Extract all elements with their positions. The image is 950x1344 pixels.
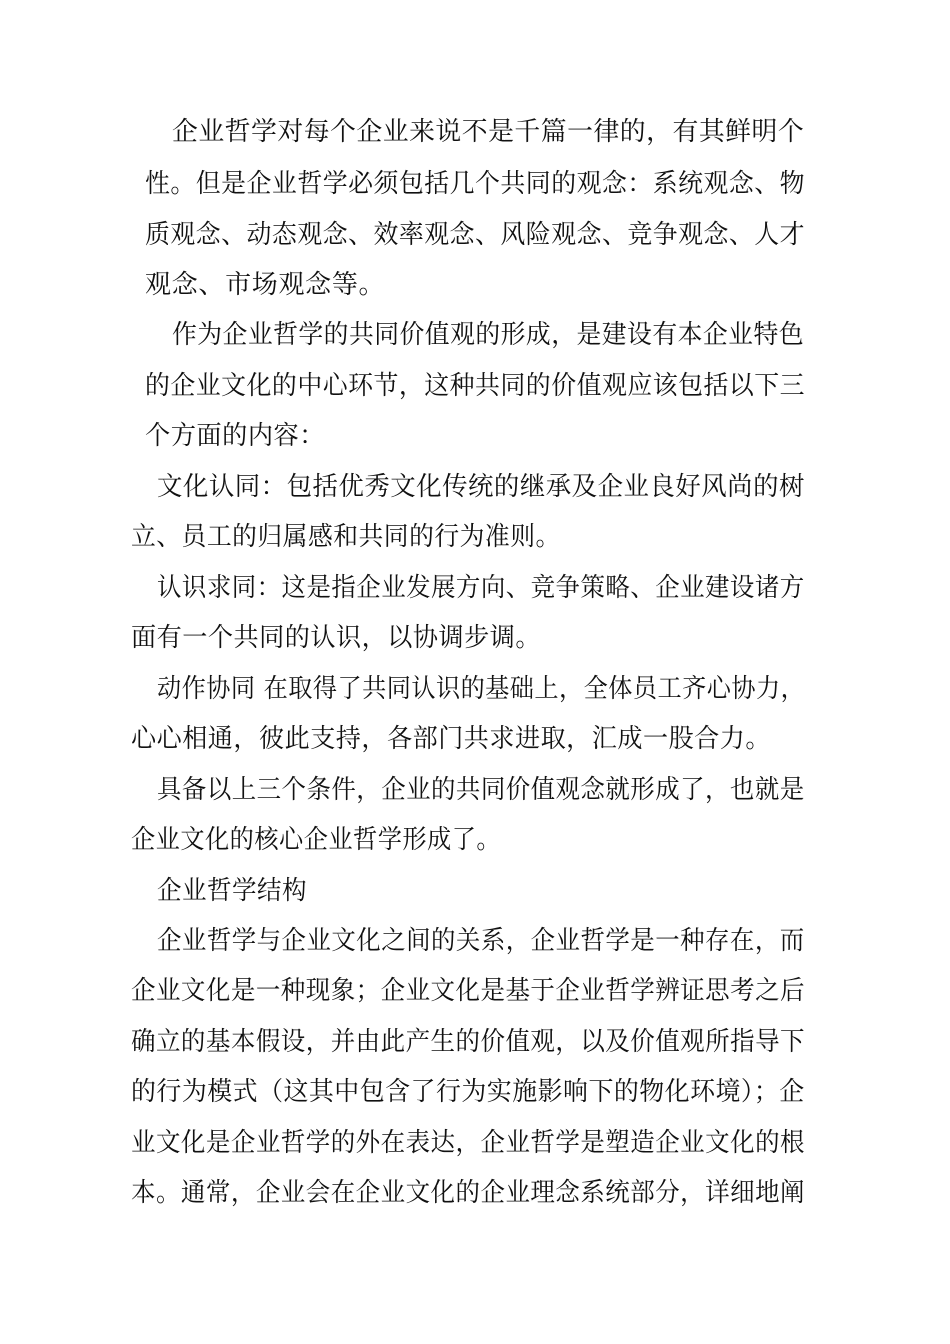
text-line: 认识求同：这是指企业发展方向、竞争策略、企业建设诸方 — [157, 573, 805, 603]
text-line: 业文化是企业哲学的外在表达，企业哲学是塑造企业文化的根 — [131, 1128, 806, 1158]
text-line: 本。通常，企业会在企业文化的企业理念系统部分，详细地阐 — [131, 1178, 806, 1208]
text-line: 质观念、动态观念、效率观念、风险观念、竞争观念、人才 — [145, 220, 806, 250]
text-line: 确立的基本假设，并由此产生的价值观，以及价值观所指导下 — [131, 1027, 806, 1057]
text-line: 心心相通，彼此支持，各部门共求进取，汇成一股合力。 — [131, 724, 771, 754]
text-line: 的行为模式（这其中包含了行为实施影响下的物化环境）；企 — [131, 1077, 805, 1107]
text-line: 动作协同 在取得了共同认识的基础上，全体员工齐心协力， — [157, 674, 806, 704]
text-line: 的企业文化的中心环节，这种共同的价值观应该包括以下三 — [145, 371, 806, 401]
text-line: 企业文化是一种现象；企业文化是基于企业哲学辨证思考之后 — [131, 976, 806, 1006]
text-line: 性。但是企业哲学必须包括几个共同的观念：系统观念、物 — [145, 169, 806, 199]
text-line: 观念、市场观念等。 — [145, 270, 386, 300]
text-line: 企业文化的核心企业哲学形成了。 — [131, 825, 502, 855]
text-line: 企业哲学与企业文化之间的关系，企业哲学是一种存在，而 — [157, 926, 805, 956]
text-line: 面有一个共同的认识，以协调步调。 — [131, 623, 542, 653]
text-line: 作为企业哲学的共同价值观的形成，是建设有本企业特色 — [172, 320, 805, 350]
text-line: 文化认同：包括优秀文化传统的继承及企业良好风尚的树 — [157, 472, 805, 502]
text-line: 企业哲学对每个企业来说不是千篇一律的，有其鲜明个 — [172, 117, 805, 147]
section-heading: 企业哲学结构 — [157, 876, 307, 906]
text-line: 具备以上三个条件，企业的共同价值观念就形成了，也就是 — [157, 775, 805, 805]
text-line: 个方面的内容： — [145, 421, 325, 451]
text-line: 立、员工的归属感和共同的行为准则。 — [131, 522, 561, 552]
